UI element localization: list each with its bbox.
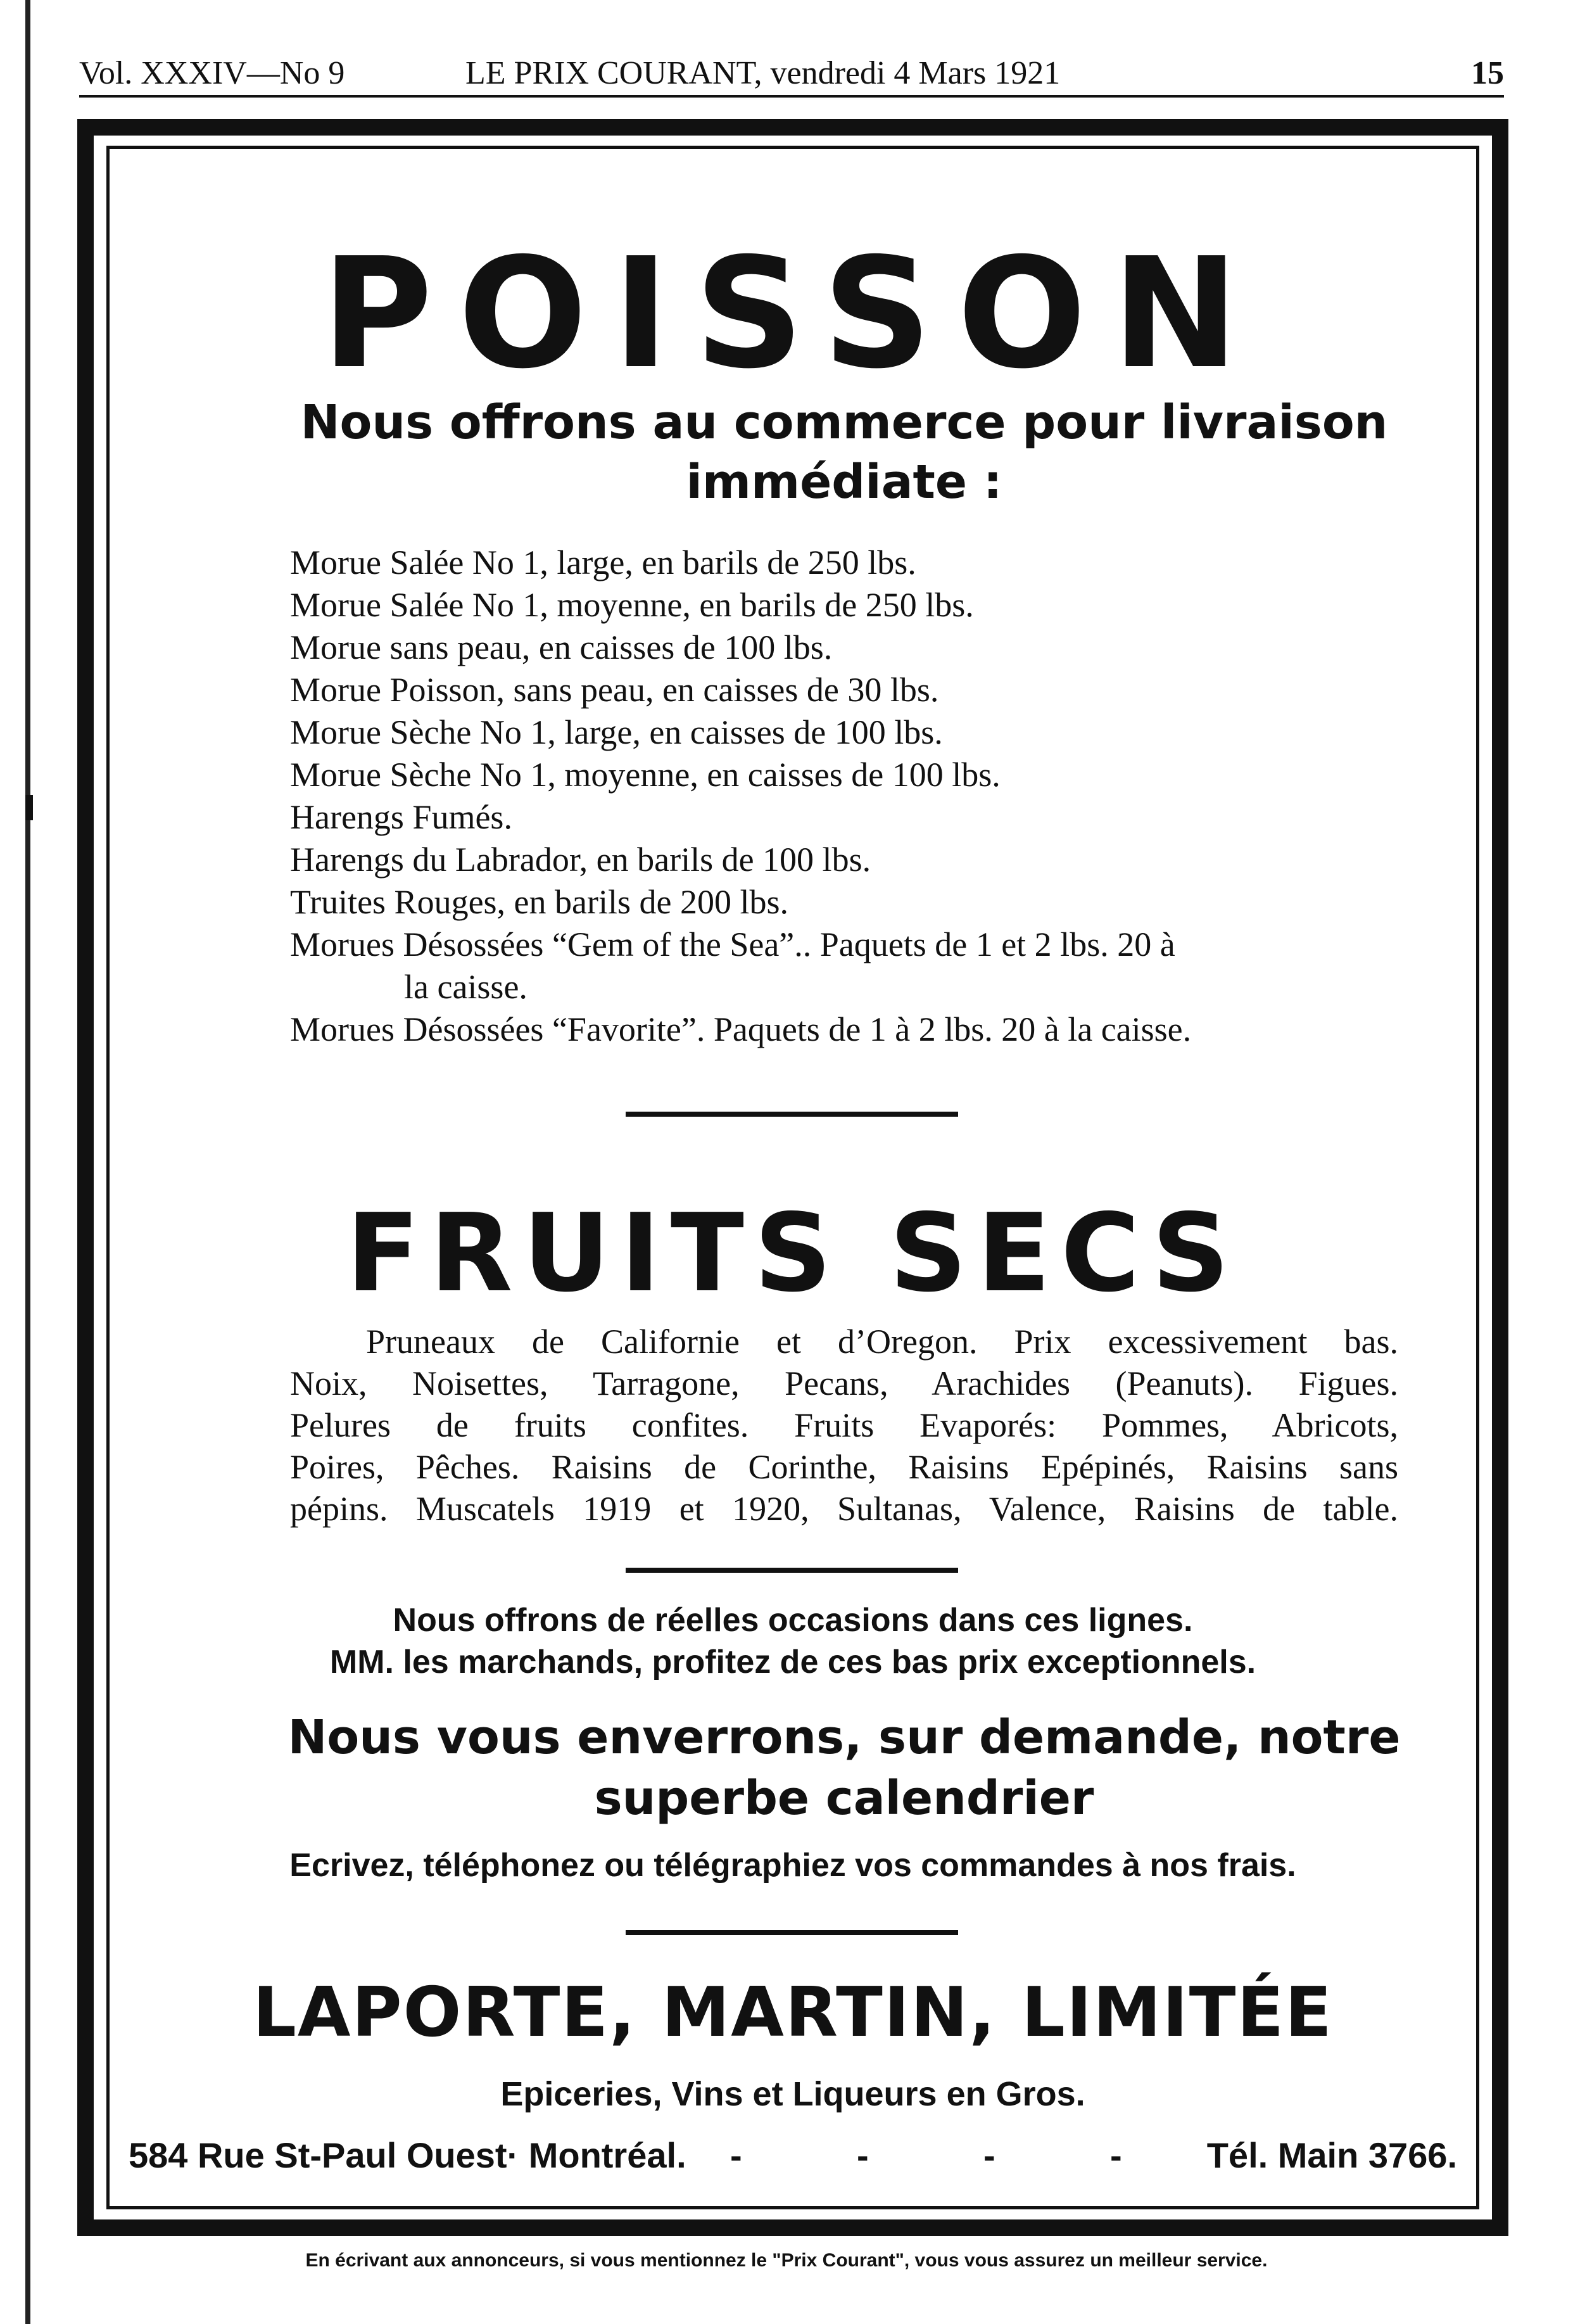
list-item: Morues Désossées “Gem of the Sea”.. Paquets de 1 et 2 lbs. 20 à xyxy=(290,925,1175,963)
list-item: Morue Sèche No 1, moyenne, en caisses de 100 lbs. xyxy=(290,756,1001,794)
header-rule xyxy=(79,95,1504,98)
list-item: Morues Désossées “Favorite”. Paquets de 1 à 2 lbs. 20 à la caisse. xyxy=(290,1010,1192,1048)
contact-row xyxy=(129,2135,1457,2185)
calendar-offer xyxy=(287,1707,1401,1829)
section-divider xyxy=(626,1112,958,1117)
offer-line: Nous offrons de réelles occasions dans ces lignes. xyxy=(393,1602,1193,1639)
publication-title: LE PRIX COURANT, vendredi 4 Mars 1921 xyxy=(465,55,1061,91)
fruits-description xyxy=(290,1321,1398,1530)
page-gutter-rule xyxy=(25,0,30,2324)
paragraph-line: Pelures de fruits confites. Fruits Evaporés: Pommes, Abricots, xyxy=(290,1406,1398,1444)
company-name: LAPORTE, MARTIN, LIMITÉE xyxy=(253,1973,1333,2052)
list-item: Morue Salée No 1, moyenne, en barils de 250 lbs. xyxy=(290,586,974,624)
order-instructions: Ecrivez, téléphonez ou télégraphiez vos commandes à nos frais. xyxy=(289,1847,1296,1884)
dash-separator: - xyxy=(983,2135,995,2175)
paragraph-line: Pruneaux de Californie et d’Oregon. Prix excessivement bas. xyxy=(366,1323,1398,1361)
page-footer-note: En écrivant aux annonceurs, si vous mentionnez le "Prix Courant", vous vous assurez un meilleur service. xyxy=(305,2250,1268,2271)
list-item: Morue Sèche No 1, large, en caisses de 100 lbs. xyxy=(290,713,943,751)
section-divider xyxy=(626,1930,958,1935)
list-item: Truites Rouges, en barils de 200 lbs. xyxy=(290,883,788,921)
company-tagline: Epiceries, Vins et Liqueurs en Gros. xyxy=(500,2075,1085,2113)
list-item: Morue sans peau, en caisses de 100 lbs. xyxy=(290,628,833,666)
page-header xyxy=(79,51,1504,96)
company-phone: Tél. Main 3766. xyxy=(1206,2135,1457,2175)
page-number: 15 xyxy=(1471,55,1504,91)
dash-separator: - xyxy=(1110,2135,1122,2175)
company-address: 584 Rue St-Paul Ouest· Montréal. xyxy=(129,2135,686,2175)
list-item: Morue Poisson, sans peau, en caisses de 30 lbs. xyxy=(290,671,939,709)
calendar-line: superbe calendrier xyxy=(594,1771,1094,1826)
dash-separator: - xyxy=(857,2135,869,2175)
offer-line: MM. les marchands, profitez de ces bas prix exceptionnels. xyxy=(329,1644,1256,1680)
fish-product-list xyxy=(290,542,1398,1051)
offer-notice xyxy=(110,1599,1476,1683)
dash-separator: - xyxy=(730,2135,742,2175)
volume-label: Vol. XXXIV—No 9 xyxy=(79,55,345,91)
list-item: Morue Salée No 1, large, en barils de 250 lbs. xyxy=(290,543,916,581)
calendar-line: Nous vous enverrons, sur demande, notre xyxy=(287,1710,1401,1765)
list-item-continuation: la caisse. xyxy=(404,968,527,1006)
poisson-heading: POISSON xyxy=(321,225,1265,402)
poisson-intro: Nous offrons au commerce pour livraison immédiate : xyxy=(300,395,1388,509)
paragraph-line: Noix, Noisettes, Tarragone, Pecans, Arachides (Peanuts). Figues. xyxy=(290,1364,1398,1402)
paragraph-line: pépins. Muscatels 1919 et 1920, Sultanas, Valence, Raisins de table. xyxy=(290,1490,1398,1528)
list-item: Harengs Fumés. xyxy=(290,798,512,836)
section-divider xyxy=(626,1568,958,1573)
list-item: Harengs du Labrador, en barils de 100 lbs. xyxy=(290,841,871,879)
page-gutter-mark xyxy=(25,795,33,820)
fruits-secs-heading: FRUITS SECS xyxy=(346,1191,1240,1316)
paragraph-line: Poires, Pêches. Raisins de Corinthe, Raisins Epépinés, Raisins sans xyxy=(290,1448,1398,1486)
